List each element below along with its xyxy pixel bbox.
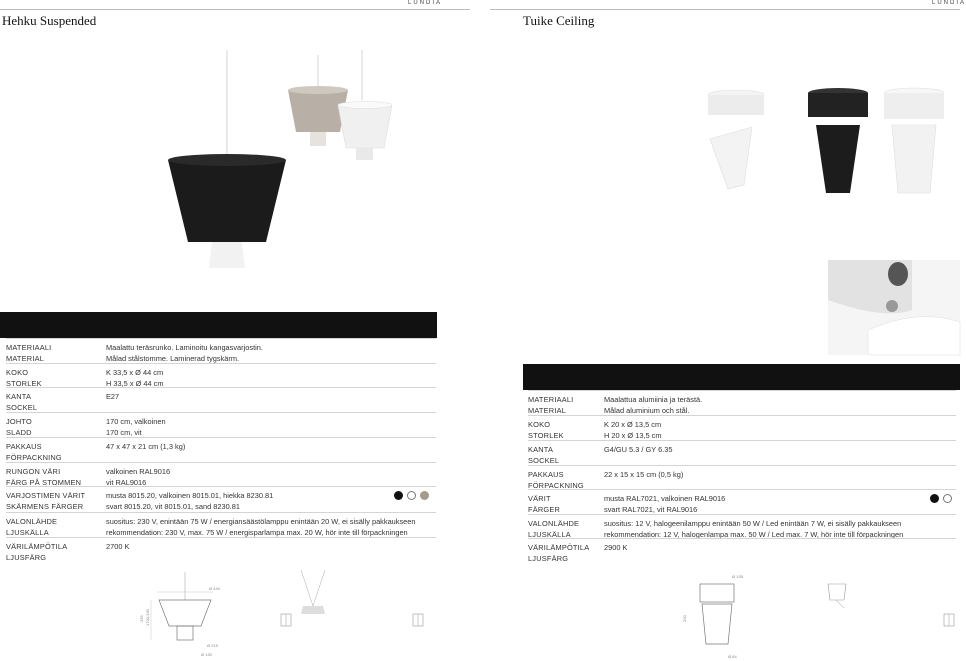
spec-value: 2900 K [604,543,628,552]
swatch-white [943,494,952,503]
spec-row-packaging [6,437,436,462]
spec-row-light-source [6,512,436,537]
spec-label: PAKKAUS FÖRPACKNING [6,442,62,462]
spec-row-colors [528,489,956,514]
spec-value: Maalattu teräsrunko. Laminoitu kangasvarjostin. Målad stålstomme. Laminerad tygskärm. [106,343,263,363]
spec-label: VÄRILÄMPÖTILA LJUSFÄRG [528,543,590,563]
brand-logo-left: LUNDIA [408,0,443,6]
header-bar-left [0,312,437,338]
tuike-technical-drawing [680,570,958,660]
spec-label: KANTA SOCKEL [528,445,560,465]
spec-label: RUNGON VÄRI FÄRG PÅ STOMMEN [6,467,82,487]
spec-row-color-temperature [528,538,956,563]
spec-row-size [528,415,956,440]
swatch-black [394,491,403,500]
dim-diameter-top: Ø 135 [732,574,743,579]
spec-label: VÄRIT FÄRGER [528,494,560,514]
swatch-black [930,494,939,503]
spec-value: Maalattua alumiinia ja terästä. Målad aluminium och stål. [604,395,703,415]
spec-value: G4/GU 5.3 / GY 6.35 [604,445,673,454]
tuike-detail-photo [828,260,960,355]
spec-value: E27 [106,392,120,401]
spec-value: 170 cm, valkoinen 170 cm, vit [106,417,166,437]
spec-table-right [528,390,956,570]
hehku-technical-drawing [135,570,445,660]
color-swatches [394,491,429,500]
spec-label: PAKKAUS FÖRPACKNING [528,470,584,490]
swatch-sand [420,491,429,500]
spec-row-color-temperature [6,537,436,562]
spec-label: KOKO STORLEK [528,420,564,440]
spec-label: VÄRILÄMPÖTILA LJUSFÄRG [6,542,68,562]
dim-height: 335 [139,615,144,622]
spec-value: 47 x 47 x 21 cm (1,3 kg) [106,442,186,451]
spec-value: musta RAL7021, valkoinen RAL9016 svart RAL7021, vit RAL9016 [604,494,726,514]
spec-value: K 33,5 x Ø 44 cm H 33,5 x Ø 44 cm [106,368,164,388]
spec-label: JOHTO SLADD [6,417,32,437]
spec-value: 22 x 15 x 15 cm (0,5 kg) [604,470,684,479]
header-bar-right [523,364,960,390]
spec-row-material [528,390,956,415]
spec-table-left [6,338,436,568]
dim-diameter-socket: Ø 215 [207,643,218,648]
spec-row-shade-colors [6,486,436,511]
page-title-left: Hehku Suspended [2,13,97,28]
spec-label: MATERIAALI MATERIAL [528,395,574,415]
spec-label: VALONLÄHDE LJUSKÄLLA [6,517,58,537]
spec-value: 2700 K [106,542,130,551]
spec-value: suositus: 12 V, halogeenilamppu enintään 50 W / Led enintään 7 W, ei sisälly pakkaukseen rekommendation: 12 V, halogenlampa max. 50 W / Led max. 7 W, hör inte till förpackningen [604,519,904,539]
header-rule-left [0,9,470,10]
spec-label: KANTA SOCKEL [6,392,38,412]
spec-label: KOKO STORLEK [6,368,42,388]
spec-label: VALONLÄHDE LJUSKÄLLA [528,519,580,539]
spec-value: musta 8015.20, valkoinen 8015.01, hiekka 8230.81 svart 8015.20, vit 8015.01, sand 8230.81 [106,491,274,511]
spec-row-size [6,363,436,388]
spec-value: valkoinen RAL9016 vit RAL9016 [106,467,171,487]
dim-height: 200 [682,615,687,622]
dim-diameter-bottom: Ø 130 [201,652,212,657]
spec-value: suositus: 230 V, enintään 75 W / energiansäästölamppu enintään 20 W, ei sisälly pakkaukseen rekommendation: 230 V, max. 75 W / energisparlampa max. 20 W, hör inte till förpackningen [106,517,416,537]
dim-height-total: 1700-335 [145,609,150,626]
spec-row-packaging [528,465,956,490]
dim-diameter-top: Ø 440 [209,586,220,591]
spec-row-cord [6,412,436,437]
spec-label: VARJOSTIMEN VÄRIT SKÄRMENS FÄRGER [6,491,86,511]
spec-row-socket [528,440,956,465]
color-swatches [930,494,952,503]
spec-value: K 20 x Ø 13,5 cm H 20 x Ø 13,5 cm [604,420,662,440]
swatch-white [407,491,416,500]
header-rule-right [490,9,960,10]
hehku-product-photo [150,50,420,290]
dim-diameter-bottom: Ø 84 [728,654,737,659]
spec-row-light-source [528,514,956,539]
spec-label: MATERIAALI MATERIAL [6,343,52,363]
tuike-product-photo [700,85,955,200]
spec-row-frame-color [6,462,436,487]
brand-logo-right: LUNDIA [932,0,966,6]
spec-row-socket [6,387,436,412]
page-title-right: Tuike Ceiling [523,13,595,28]
spec-row-material [6,338,436,363]
